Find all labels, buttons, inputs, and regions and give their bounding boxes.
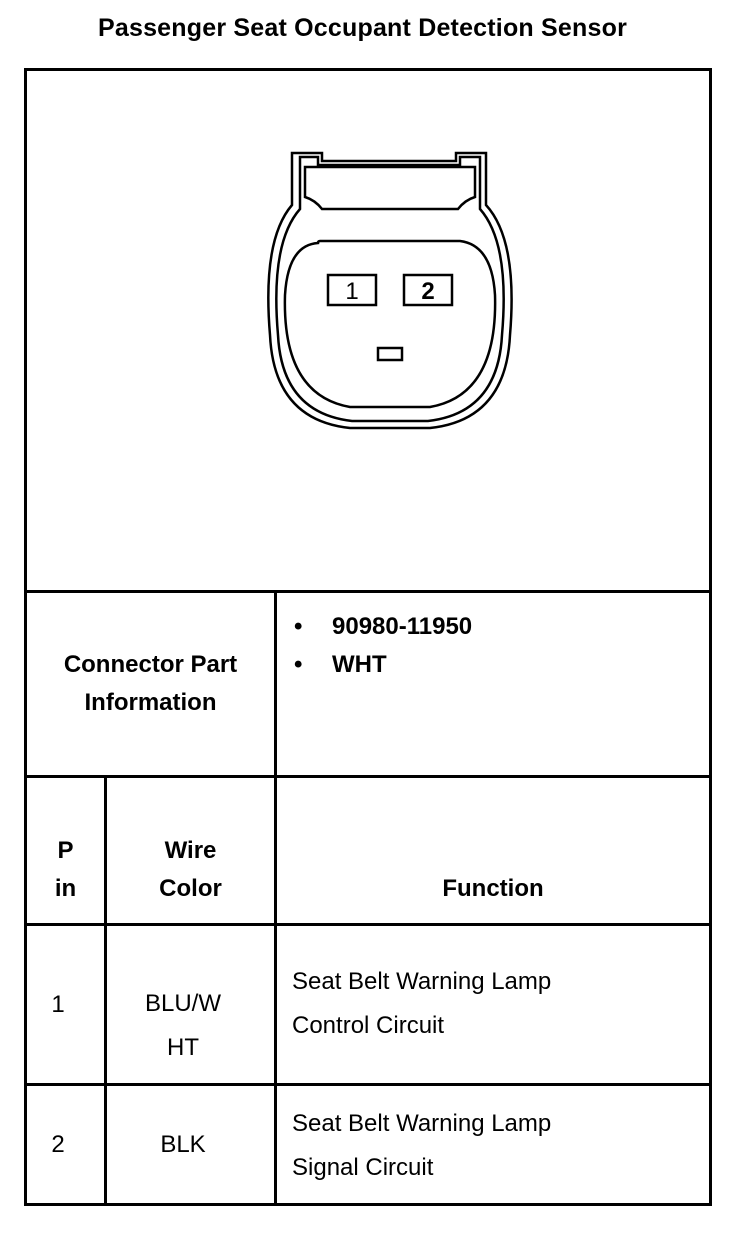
connector-color: WHT (332, 651, 387, 678)
header-function (277, 870, 709, 908)
divider-info-header (24, 775, 712, 778)
header-wire-color (107, 832, 274, 908)
header-pin-line1: P (57, 837, 74, 864)
function-line2: Control Circuit (292, 1012, 445, 1039)
connector-face-diagram (260, 145, 520, 435)
bullet: • (294, 613, 303, 640)
divider-header-row1 (24, 923, 712, 926)
part-info-label-line2: Information (84, 689, 217, 716)
header-function-label: Function (442, 875, 544, 902)
table-top-border (24, 68, 712, 71)
function-cell (292, 960, 551, 1048)
part-number: 90980-11950 (332, 613, 473, 640)
table-bottom-border (24, 1203, 712, 1206)
wire-color-line1: BLK (160, 1130, 206, 1158)
part-info-label (27, 593, 274, 775)
list-item (294, 608, 472, 646)
pin-label-1: 1 (345, 278, 359, 305)
page-title: Passenger Seat Occupant Detection Sensor (97, 14, 627, 42)
bullet: • (294, 651, 303, 678)
wire-color-cell (107, 982, 259, 1070)
function-cell (292, 1102, 551, 1190)
key-slot (378, 348, 402, 360)
wire-color-line2: HT (167, 1034, 199, 1061)
pin-label-2: 2 (421, 278, 435, 305)
header-pin (27, 832, 104, 908)
wire-color-cell (107, 1086, 259, 1203)
table-row (27, 926, 89, 1083)
header-wire-line2: Color (159, 875, 222, 902)
pin-number: 2 (51, 1130, 65, 1158)
table-row (27, 1086, 89, 1203)
function-line1: Seat Belt Warning Lamp (292, 968, 552, 995)
function-line2: Signal Circuit (292, 1154, 434, 1181)
header-pin-line2: in (54, 875, 77, 902)
function-line1: Seat Belt Warning Lamp (292, 1110, 552, 1137)
part-info-label-line1: Connector Part (63, 651, 238, 678)
part-info-list (294, 608, 472, 684)
wire-color-line1: BLU/W (144, 990, 221, 1017)
list-item (294, 646, 472, 684)
header-wire-line1: Wire (164, 837, 217, 864)
table-right-border (709, 68, 712, 1206)
pin-number: 1 (51, 990, 65, 1018)
